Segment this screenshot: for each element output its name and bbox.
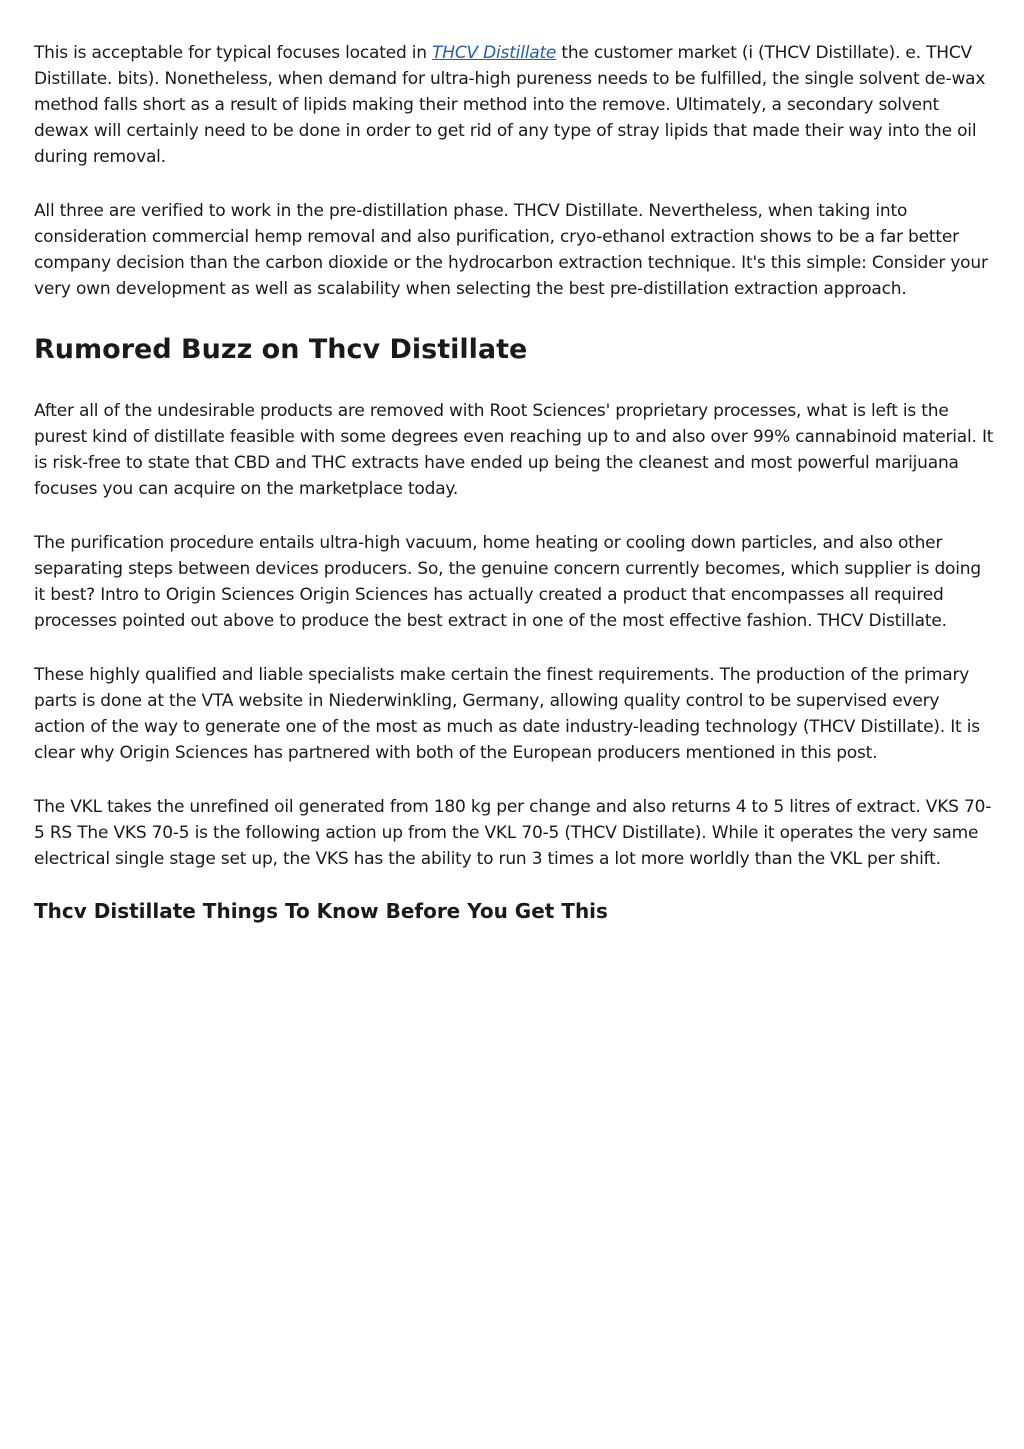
- paragraph-6: The VKL takes the unrefined oil generated from 180 kg per change and also returns 4 to 5 litres of extract. VKS 70-5 RS The VKS 70-5 is the following action up from the VKL 70-5 (THCV Distillate). While it operates the very same electrical single stage set up, the VKS has the ability to run 3 times a lot more worldly than the VKL per shift.: [34, 797, 992, 869]
- paragraph-1-intro: This is acceptable for typical focuses located in: [34, 43, 433, 63]
- paragraph-5: These highly qualified and liable specialists make certain the finest requirements. The production of the primary parts is done at the VTA website in Niederwinkling, Germany, allowing quality control to be supervised every action of the way to generate one of the most as much as date industry-leading technology (THCV Distillate). It is clear why Origin Sciences has partnered with both of the European producers mentioned in this post.: [34, 665, 980, 763]
- thcv-distillate-link[interactable]: THCV Distillate: [432, 43, 557, 63]
- paragraph-1-rest: the customer market (i (THCV Distillate). e. THCV Distillate. bits). Nonetheless, when demand for ultra-high pureness needs to be fulfilled, the single solvent de-wax method falls short as a result of lipids making their method into the remove. Ultimately, a secondary solvent dewax will certainly need to be done in order to get rid of any type of stray lipids that made their way into the oil during removal.: [34, 43, 986, 167]
- paragraph-3: After all of the undesirable products are removed with Root Sciences' proprietary processes, what is left is the purest kind of distillate feasible with some degrees even reaching up to and also over 99% cannabinoid material. It is risk-free to state that CBD and THC extracts have ended up being the cleanest and most powerful marijuana focuses you can acquire on the marketplace today.: [34, 401, 994, 499]
- paragraph-4: The purification procedure entails ultra-high vacuum, home heating or cooling down particles, and also other separating steps between devices producers. So, the genuine concern currently becomes, which supplier is doing it best? Intro to Origin Sciences Origin Sciences has actually created a product that encompasses all required processes pointed out above to produce the best extract in one of the most effective fashion. THCV Distillate.: [34, 533, 981, 631]
- section-heading-rumored-buzz: Rumored Buzz on Thcv Distillate: [34, 334, 528, 365]
- paragraph-1: [34, 40, 994, 170]
- section-heading-things-to-know: Thcv Distillate Things To Know Before You Get This: [34, 899, 608, 923]
- paragraph-2: All three are verified to work in the pre-distillation phase. THCV Distillate. Nevertheless, when taking into consideration commercial hemp removal and also purification, cryo-ethanol extraction shows to be a far better company decision than the carbon dioxide or the hydrocarbon extraction technique. It's this simple: Consider your very own development as well as scalability when selecting the best pre-distillation extraction approach.: [34, 201, 988, 299]
- document-body: [34, 40, 994, 926]
